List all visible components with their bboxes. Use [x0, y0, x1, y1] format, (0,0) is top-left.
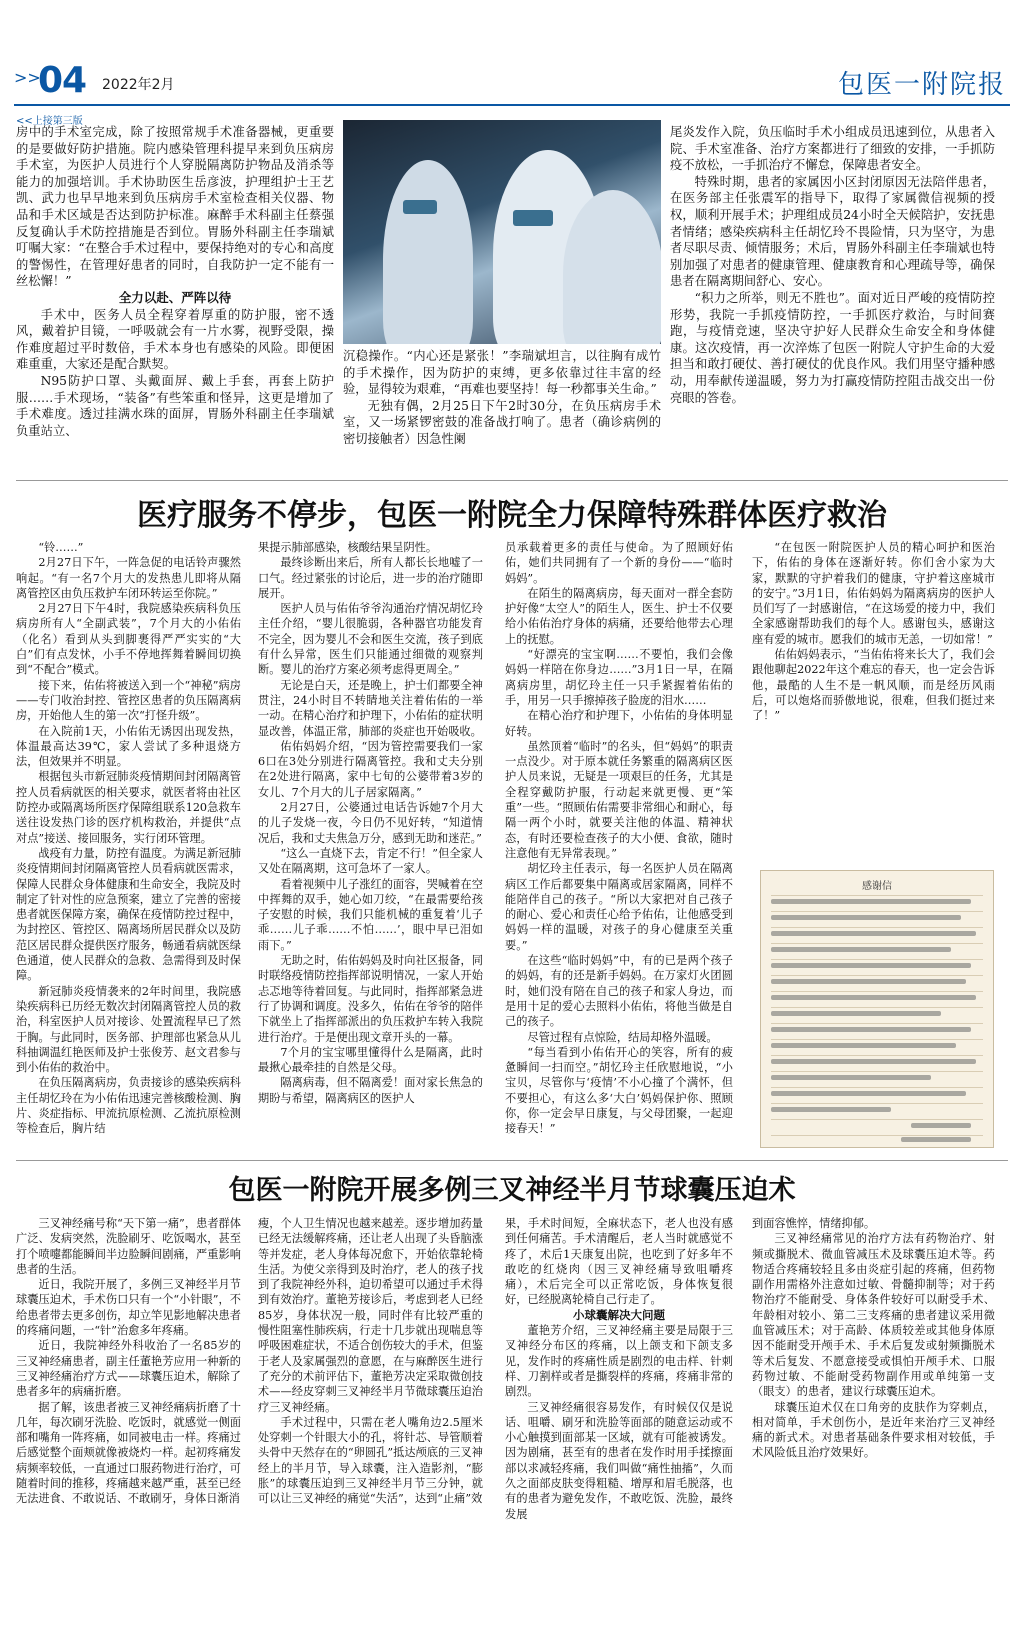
paragraph: 特殊时期，患者的家属因小区封闭原因无法陪伴患者，在医务部主任张震军的指导下，取得了家属微信视频的授权，顺利开展手术；护理组成员24小时全天候陪护，安抚患者情绪；感染疾病科主任胡忆玲不畏险情，只为坚守，为患者尽职尽责、倾情服务；术后，胃肠外科副主任李瑞斌也特别加强了对患者的健康管理、健康教育和心理疏导等，确保患者在隔离期间舒心、安心。 [670, 174, 995, 289]
paragraph: “在包医一附院医护人员的精心呵护和医治下，佑佑的身体在逐渐好转。你们舍小家为大家，默默的守护着我们的健康，守护着这座城市的安宁。”3月1日，佑佑妈妈为隔离病房的医护人员们写了一封感谢信，“在这场爱的接力中，我们全家感谢帮助我们的每个人。感谢包头，感谢这座有爱的城市。愿我们的城市无恙，一切如常！” [752, 541, 995, 646]
paragraph: 看着视频中儿子涨红的面容，哭喊着在空中挥舞的双手，她心如刀绞，“在最需要给孩子安慰的时候，我们只能机械的重复着‘儿子乖……儿子乖……不怕……’，眼中早已泪如雨下。” [258, 877, 483, 952]
paragraph: 球囊压迫术仅在口角旁的皮肤作为穿刺点，相对简单，手术创伤小，是近年来治疗三叉神经痛的新式术。对患者基础条件要求相对较低，手术风险低且治疗效果好。 [752, 1400, 995, 1460]
paragraph: 无论是白天，还是晚上，护士们都要全神贯注，24小时目不转睛地关注着佑佑的一举一动。在精心治疗和护理下，小佑佑的症状明显改善，体温正常，肺部的炎症也开始吸收。 [258, 678, 483, 738]
paragraph: 三叉神经痛号称“天下第一痛”，患者群体广泛、发病突然，洗脸刷牙、吃饭喝水，甚至打个喷嚏都能瞬间半边脸瞬间剧痛，严重影响患者的生活。 [16, 1217, 241, 1276]
paragraph: 在精心治疗和护理下，小佑佑的身体明显好转。 [505, 709, 733, 738]
section-divider [16, 480, 1008, 481]
article2-col4 [752, 540, 995, 724]
paragraph: 瘦，个人卫生情况也越来越差。逐步增加药量已经无法缓解疼痛，还让老人出现了头昏脑涨等并发症，老人身体每况愈下，开始依靠轮椅生活。为使父亲得到及时治疗，老人的孩子找到了我院神经外科，迫切希望可以通过手术得到有效治疗。董艳芳接诊后，考虑到老人已经85岁，身体状况一般，同时伴有比较严重的慢性阻塞性肺疾病，行走十几步就出现喘息等呼吸困难症状，不适合创伤较大的手术，但鉴于老人及家属强烈的意愿，在与麻醉医生进行了充分的术前评估下，董艳芳决定采取微创技术——经皮穿刺三叉神经半月节微球囊压迫治疗三叉神经痛。 [258, 1217, 483, 1414]
header-rule [14, 104, 1010, 106]
paragraph: 三叉神经痛常见的治疗方法有药物治疗、射频或撕脱术、微血管减压术及球囊压迫术等。药物适合疼痛较轻且多由炎症引起的疼痛，但药物副作用需格外注意如过敏、骨髓抑制等；对于药物治疗不能耐受、身体条件较好可以耐受手术、年龄相对较小、第二三支疼痛的患者建议采用微血管减压术；对于高龄、体质较差或其他身体原因不能耐受开颅手术、手术后复发或射频撕脱术等术后复发、不愿意接受或惧怕开颅手术、口服药物过敏、不能耐受药物副作用或单纯第一支（眼支）的患者，建议行球囊压迫术。 [752, 1232, 995, 1399]
top-article-col1 [16, 124, 334, 439]
paragraph: 近日，我院开展了，多例三叉神经半月节球囊压迫术，手术伤口只有一个“小针眼”，不给患者带去更多创伤，却立竿见影地解决患者的疼痛问题，一“针”治愈多年疼痛。 [16, 1278, 241, 1338]
article2-col3 [505, 540, 733, 1137]
page-arrows: >> [14, 68, 41, 87]
paragraph: 员承载着更多的责任与使命。为了照顾好佑佑，她们共同拥有了一个新的身份——“临时妈妈”。 [505, 541, 733, 585]
paragraph: 沉稳操作。“内心还是紧张！”李瑞斌坦言，以往胸有成竹的手术操作，因为防护的束缚，更多依靠过往丰富的经验，显得较为艰难，“再难也要坚持！每一秒都事关生命。” [343, 349, 661, 397]
paragraph: 医护人员与佑佑爷爷沟通治疗情况胡忆玲主任介绍，“婴儿很脆弱，各种器官功能发育不完全，因为婴儿不会和医生交流，孩子到底有什么异常，医生们只能通过细微的观察判断。婴儿的治疗方案必须考虑得更周全。” [258, 602, 483, 677]
paragraph: “这么一直烧下去，肯定不行！”但全家人又处在隔离期，这可急坏了一家人。 [258, 846, 483, 876]
paragraph: 房中的手术室完成，除了按照常规手术准备器械，更重要的是要做好防护措施。院内感染管理科提早来到负压病房手术室，为医护人员进行个人穿脱隔离防护物品及消杀等能力的加强培训。手术协助医生岳彦波，护理组护士王艺凯、武力也早早地来到负压病房手术室检查相关仪器、物品和手术区域是否达到防护标准。麻醉手术科副主任蔡强反复确认手术防控措施是否到位。胃肠外科副主任李瑞斌叮嘱大家：“在整合手术过程中，要保持绝对的专心和高度的警惕性，在管理好患者的同时，自我防护一定不能有一丝松懈！” [16, 125, 334, 289]
paragraph: 据了解，该患者被三叉神经痛病折磨了十几年，每次刷牙洗脸、吃饭时，就感觉一侧面部和嘴角一阵疼痛，如同被电击一样。疼痛过后感觉整个面颊就像被烧灼一样。起初疼痛发病频率较低，一直通过口服药物进行治疗，可随着时间的推移，疼痛越来越严重，甚至已经无法进食、不敢说话、不敢刷牙，身体日渐消 [16, 1400, 241, 1506]
paragraph: 近日，我院神经外科收治了一名85岁的三叉神经痛患者，副主任董艳芳应用一种新的三叉神经痛治疗方式——球囊压迫术，解除了患者多年的病痛折磨。 [16, 1339, 241, 1399]
top-article-col2 [343, 348, 661, 448]
paragraph: 在这些“临时妈妈”中，有的已是两个孩子的妈妈，有的还是新手妈妈。在万家灯火团圆时，她们没有陪在自己的孩子和家人身边，而是用十足的爱心去照料小佑佑，将他当做是自己的孩子。 [505, 954, 733, 1029]
newspaper-name: 包医一附院报 [837, 70, 1006, 100]
page-header [14, 60, 1010, 110]
paragraph: 隔离病毒，但不隔离爱！面对家长焦急的期盼与希望，隔离病区的医护人 [258, 1076, 483, 1105]
paragraph: 佑佑妈妈表示，“当佑佑将来长大了，我们会跟他聊起2022年这个难忘的春天，也一定会告诉他，最酷的人生不是一帆风顺，而是经历风雨后，可以炮烙而骄傲地说，很难，但我们挺过来了！” [752, 648, 995, 723]
paragraph: 胡忆玲主任表示，每一名医护人员在隔离病区工作后都要集中隔离或居家隔离，同样不能陪伴自己的孩子。“所以大家把对自己孩子的耐心、爱心和责任心给予佑佑，让他感受到妈妈一样的温暖，对孩子的身心健康至关重要。” [505, 862, 733, 952]
paragraph: 董艳芳介绍，三叉神经痛主要是局限于三叉神经分布区的疼痛，以上颌支和下颌支多见，发作时的疼痛性质是剧烈的电击样、针刺样、刀割样或者是撕裂样的疼痛，疼痛非常的剧烈。 [505, 1324, 733, 1399]
paragraph: 无助之时，佑佑妈妈及时向社区报备，同时联络疫情防控指挥部说明情况，一家人开始忐忑地等待着回复。与此同时，指挥部紧急进行了协调和调度。没多久，佑佑在爷爷的陪伴下就坐上了指挥部派出的负压救护车转入我院进行治疗。于是便出现文章开头的一幕。 [258, 954, 483, 1044]
paragraph: 虽然顶着“临时”的名头，但“妈妈”的职责一点没少。对于原本就任务繁重的隔离病区医护人员来说，无疑是一项艰巨的任务，尤其是全程穿戴防护服，行动起来就更慢、更“笨重”一些。“照顾佑佑需要非常细心和耐心，每隔一两个小时，就要关注他的体温、精神状态，有时还要检查孩子的大小便、食欲，随时注意他有无异常表现。” [505, 739, 733, 860]
paragraph: 果提示肺部感染，核酸结果呈阴性。 [258, 541, 438, 554]
paragraph: 在入院前1天，小佑佑无诱因出现发热，体温最高达39℃，家人尝试了多种退烧方法，但效果并不明显。 [16, 724, 241, 769]
paragraph: 战疫有力量，防控有温度。为满足新冠肺炎疫情期间封闭隔离管控人员看病就医需求，保障人民群众身体健康和生命安全，我院及时制定了针对性的应急预案，建立了完善的密接患者就医保障方案，确保在疫情防控过程中，为封控区、管控区、隔离场所居民群众以及防范区居民群众提供医疗服务，畅通看病就医绿色通道，使人民群众的急救、急需得到及时保障。 [16, 846, 241, 983]
article3-col1 [16, 1216, 241, 1507]
paragraph: 三叉神经痛很容易发作，有时候仅仅是说话、咀嚼、刷牙和洗脸等面部的随意运动或不小心触摸到面部某一区域，就有可能被诱发。因为剧痛，甚至有的患者在发作时用手揉擦面部以求减轻疼痛，我们叫做“痛性抽搐”，久而久之面部皮肤变得粗糙、增厚和眉毛脱落，也有的患者为避免发作，不敢吃饭、洗脸，最终发展 [505, 1400, 733, 1521]
paragraph: 根据包头市新冠肺炎疫情期间封闭隔离管控人员看病就医的相关要求，就医者将由社区防控办或隔离场所医疗保障组联系120急救车送往设发热门诊的医疗机构救治，并提供“点对点”接送、接回服务，实行闭环管理。 [16, 770, 241, 845]
subheading: 全力以赴、严阵以待 [118, 289, 232, 305]
section-divider [16, 1160, 1008, 1161]
paragraph: 最终诊断出来后，所有人都长长地嘘了一口气。经过紧张的讨论后，进一步的治疗随即展开。 [258, 556, 483, 600]
paragraph: 尾炎发作入院，负压临时手术小组成员迅速到位，从患者入院、手术室准备、治疗方案都进行了细致的安排，一手抓防疫不放松，一手抓治疗不懈怠，保障患者安全。 [670, 125, 995, 173]
paragraph: 接下来，佑佑将被送入到一个“神秘”病房——专门收治封控、管控区患者的负压隔离病房，开始他人生的第一次“打怪升级”。 [16, 678, 241, 723]
subheading: 小球囊解决大问题 [573, 1307, 665, 1322]
paragraph: 手术过程中，只需在老人嘴角边2.5厘米处穿刺一个针眼大小的孔，将针芯、导管顺着头骨中天然存在的“卵圆孔”抵达颅底的三叉神经上的半月节，导入球囊，注入造影剂，“膨胀”的球囊压迫到三叉神经半月节三分钟，就可以让三叉神经的痛觉“失活”，达到“止痛”效 [258, 1415, 483, 1506]
page-number: 04 [38, 60, 87, 101]
paragraph: 佑佑妈妈介绍，“因为管控需要我们一家6口在3处分别进行隔离管控。我和丈夫分别在2处进行隔离，家中七旬的公婆带着3岁的女儿、7个月大的儿子居家隔离。” [258, 739, 483, 799]
article2-col2 [258, 540, 483, 1106]
article3-col4 [752, 1216, 995, 1461]
paragraph: 到面容憔悴，情绪抑郁。 [752, 1217, 876, 1230]
headline-1: 医疗服务不停步，包医一附院全力保障特殊群体医疗救治 [137, 498, 887, 533]
paragraph: “铃……” [38, 541, 84, 554]
article3-col2 [258, 1216, 483, 1507]
letter-title: 感谢信 [862, 881, 892, 892]
article3-col3 [505, 1216, 733, 1522]
paragraph: 无独有偶，2月25日下午2时30分，在负压病房手术室，又一场紧锣密鼓的准备战打响了。患者（确诊病例的密切接触者）因急性阑 [343, 398, 661, 446]
issue-date: 2022年2月 [102, 77, 175, 93]
paragraph: 2月27日下午4时，我院感染疾病科负压病房所有人“全副武装”，7个月大的小佑佑（化名）看到从头到脚裹得严严实实的“大白”们有点发怵，小手不停地挥舞着瞬间切换到“不配合”模式。 [16, 602, 241, 677]
paragraph: 7个月的宝宝哪里懂得什么是隔离，此时最揪心最牵挂的自然是父母。 [258, 1045, 483, 1075]
continued-note: <<上接第三版 [16, 116, 83, 127]
paragraph: 2月27日下午，一阵急促的电话铃声骤然响起。“有一名7个月大的发热患儿即将从隔离管控区由负压救护车闭环转运至你院。” [16, 556, 241, 600]
headline-2: 包医一附院开展多例三叉神经半月节球囊压迫术 [228, 1175, 796, 1206]
paragraph: N95防护口罩、头戴面屏、戴上手套，再套上防护服……手术现场，“装备”有些笨重和怪异，这更是增加了手术难度。透过挂满水珠的面屏，胃肠外科副主任李瑞斌负重站立、 [16, 373, 334, 438]
paragraph: 果，手术时间短，全麻状态下，老人也没有感到任何痛苦。手术清醒后，老人当时就感觉不疼了，术后1天康复出院，也吃到了好多年不敢吃的红烧肉（因三叉神经痛导致咀嚼疼痛），术后完全可以正常吃饭，身体恢复很好，已经脱离轮椅自己行走了。 [505, 1217, 733, 1307]
paragraph: “积力之所举，则无不胜也”。面对近日严峻的疫情防控形势，我院一手抓疫情防控，一手抓医疗救治，与时间赛跑，与疫情竞速，坚决守护好人民群众生命安全和身体健康。这次疫情，再一次淬炼了包医一附院人守护生命的大爱担当和敢打硬仗、善打硬仗的优良作风。我们用坚守播种感动，用奉献传递温暖，努力为打赢疫情防控阻击战交出一份亮眼的答卷。 [670, 290, 995, 405]
paragraph: 尽管过程有点惊险，结局却格外温暖。 [527, 1030, 718, 1044]
paragraph: 在陌生的隔离病房，每天面对一群全套防护好像“太空人”的陌生人，医生、护士不仅要给小佑佑治疗身体的病痛，还要给他带去心理上的抚慰。 [505, 586, 733, 646]
article2-col1 [16, 540, 241, 1137]
surgery-photo [343, 120, 661, 344]
top-article-col3 [670, 124, 995, 406]
paragraph: 手术中，医务人员全程穿着厚重的防护服，密不透风，戴着护目镜，一呼吸就会有一片水雾，视野受限，操作难度超过平时数倍，手术本身也有感染的风险。即便困难重重，大家还是配合默契。 [16, 307, 334, 372]
paragraph: 2月27日，公婆通过电话告诉她7个月大的儿子发烧一夜，今日仍不见好转，“知道情况后，我和丈夫焦急万分，感到无助和迷茫。” [258, 801, 483, 845]
paragraph: 在负压隔离病房，负责接诊的感染疾病科主任胡忆玲在为小佑佑迅速完善核酸检测、胸片、炎症指标、甲流抗原检测、乙流抗原检测等检查后，胸片结 [16, 1076, 241, 1136]
paragraph: “好漂亮的宝宝啊……不要怕，我们会像妈妈一样陪在你身边……”3月1日一早，在隔离病房里，胡忆玲主任一只手紧握着佑佑的手，用另一只手擦掉孩子脸庞的泪水…… [505, 648, 733, 707]
paragraph: 新冠肺炎疫情袭来的2年时间里，我院感染疾病科已历经无数次封闭隔离管控人员的救治，科室医护人员对接诊、处置流程早已了然于胸。与此同时，医务部、护理部也紧急从儿科抽调温红艳医师及护士张俊芳、赵文君参与到小佑佑的救治中。 [16, 984, 241, 1075]
paragraph: “每当看到小佑佑开心的笑容，所有的疲惫瞬间一扫而空。”胡忆玲主任欣慰地说，“小宝贝，尽管你与‘疫情’不小心撞了个满怀，但不要担心，有这么多‘大白’妈妈保护你、照顾你，你一定会早日康复，与父母团聚，一起迎接春天！” [505, 1045, 733, 1136]
thank-you-letter-image [760, 870, 994, 1148]
